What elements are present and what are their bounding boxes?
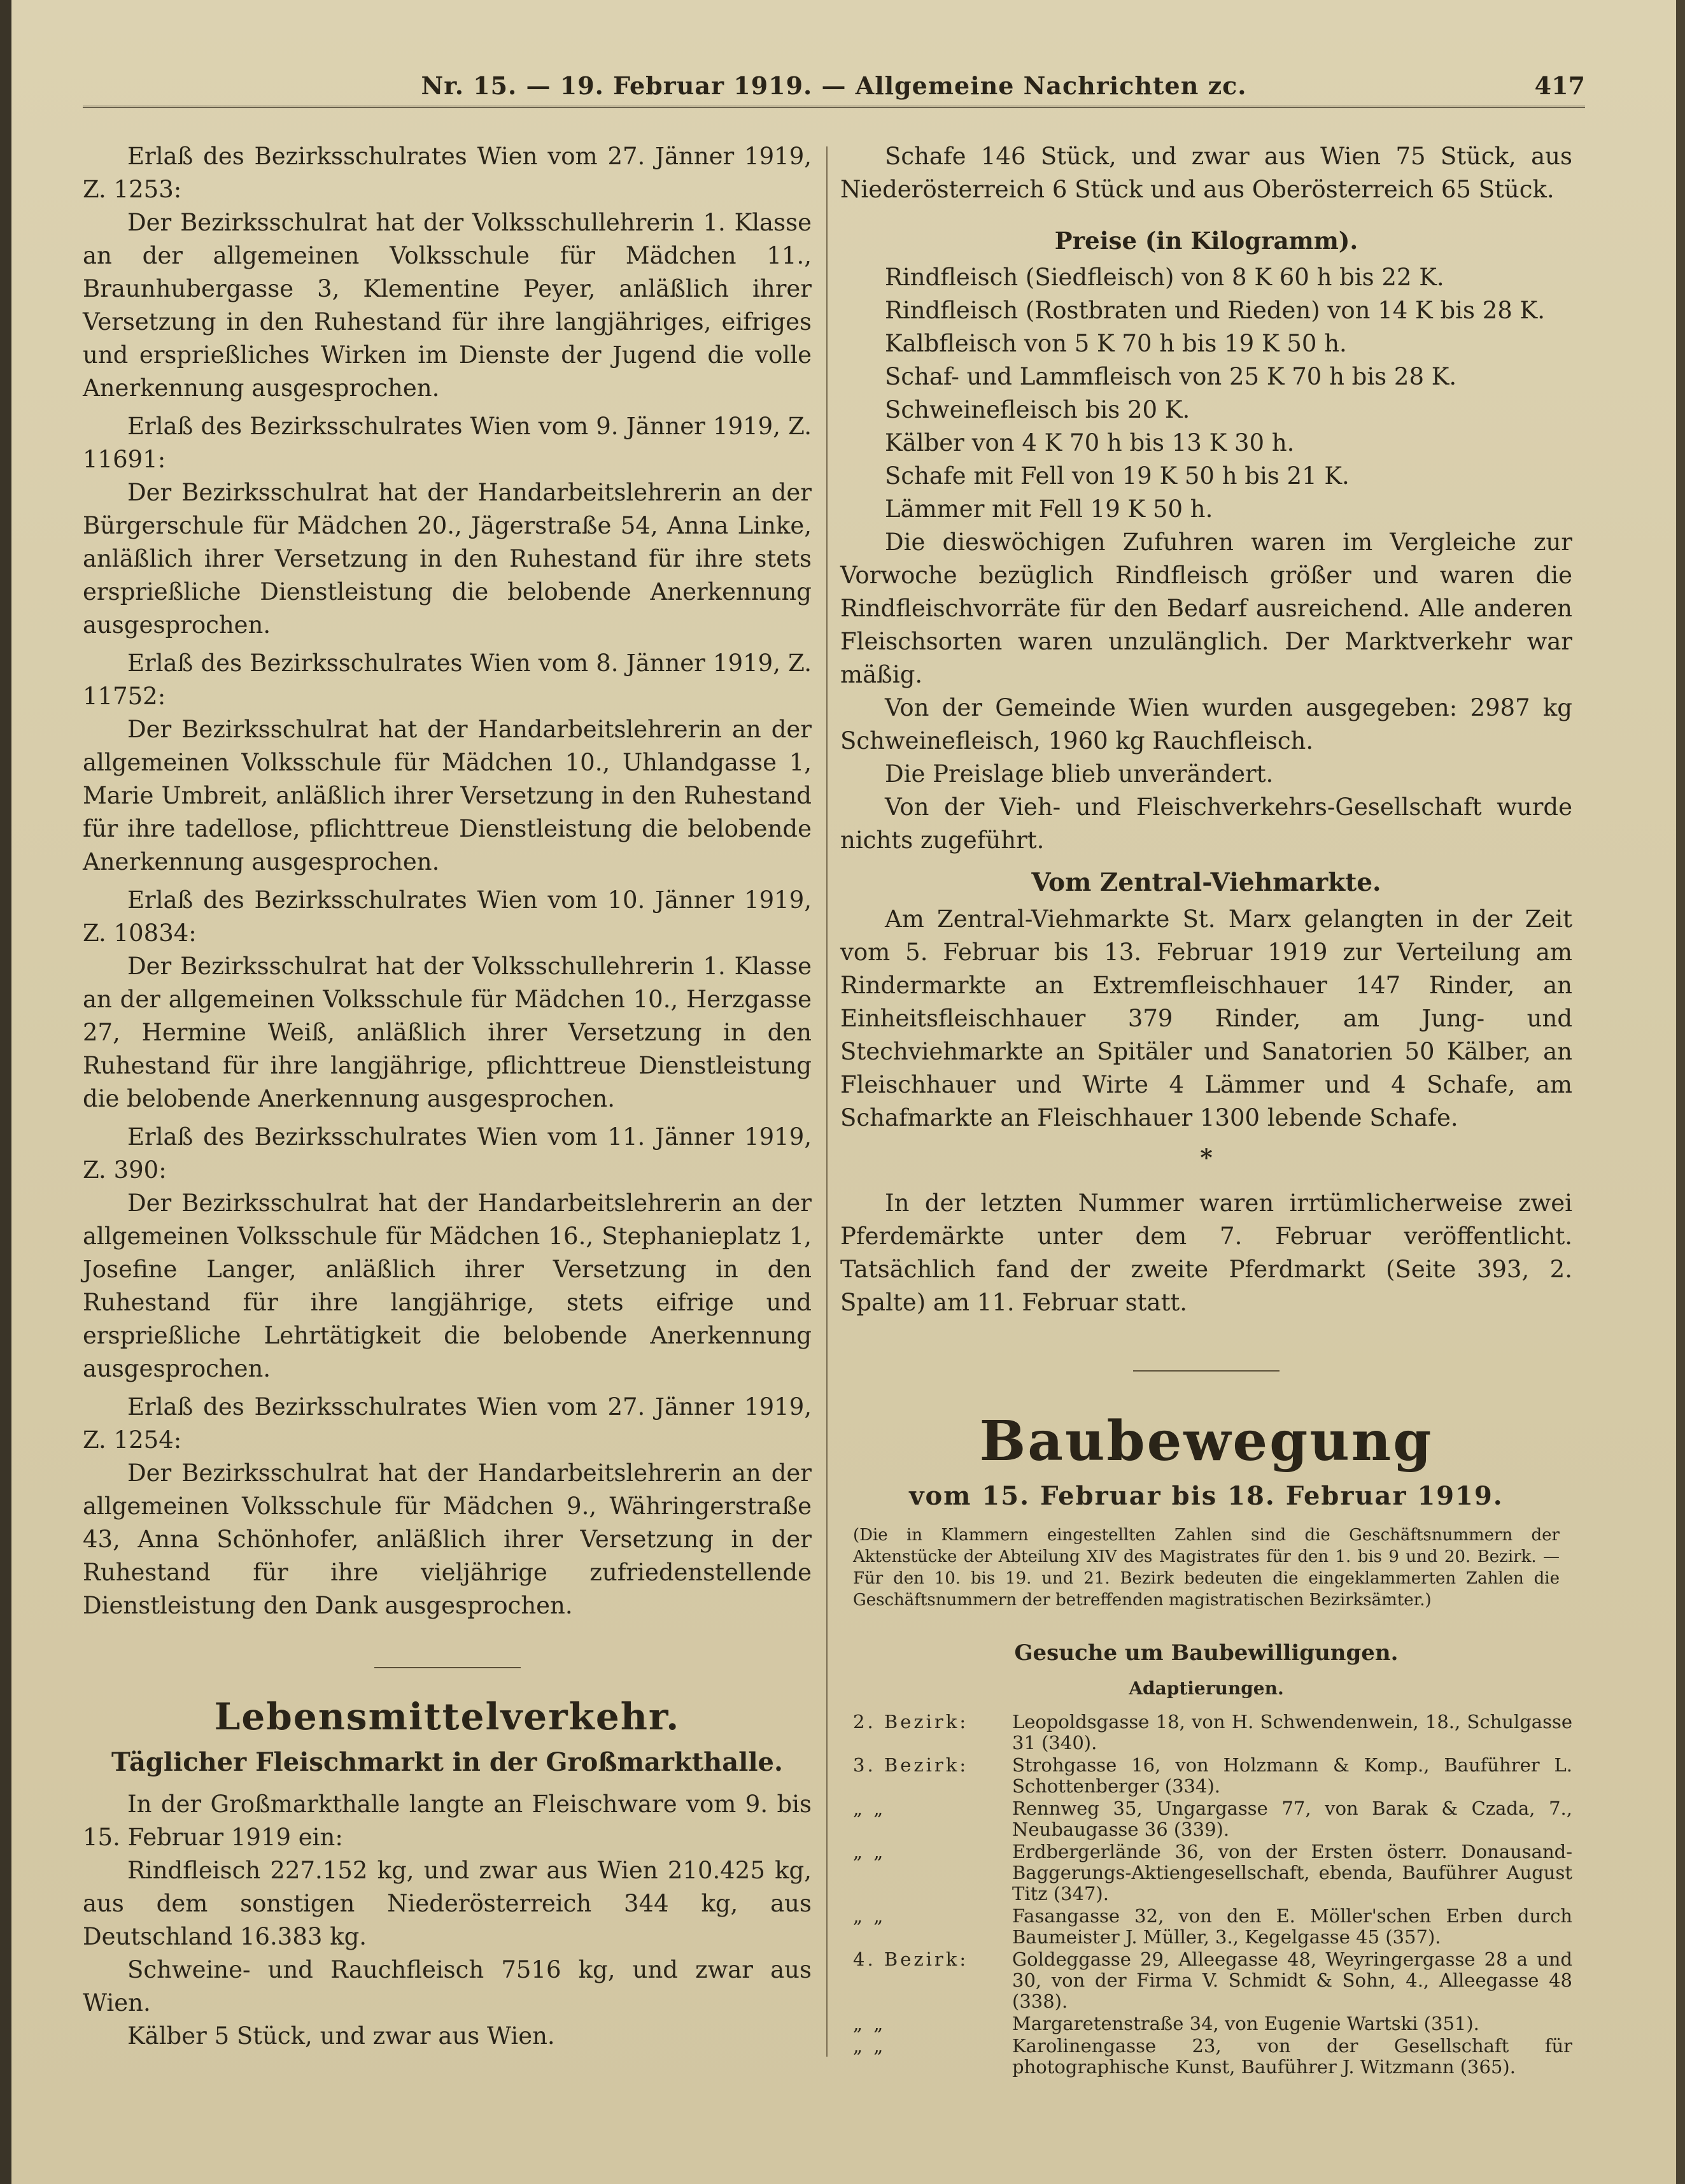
decree-text: Der Bezirksschulrat hat der Volksschullehrerin 1. Klasse an der allgemeinen Volksschule für Mädchen 11., Braunhubergasse 3, Klementine Peyer, anläßlich ihrer Versetzung in den Ruhestand für ihre langjähriges, eifriges und ersprießliches Wirken im Dienste der Jugend die volle Anerkennung ausgesprochen. (83, 209, 812, 402)
decree-text: Der Bezirksschulrat hat der Handarbeitslehrerin an der allgemeinen Volksschule für Mädchen 16., Stephanieplatz 1, Josefine Langer, anläßlich ihrer Versetzung in den Ruhestand für ihre langjährige, stets eifrige und ersprießliche Lehrtätigkeit die belobende Anerkennung ausgesprochen. (83, 1189, 812, 1382)
bezirk-label: „ „ (853, 1905, 886, 1927)
bezirk-label: „ „ (853, 1841, 886, 1862)
supply-paragraph: Von der Gemeinde Wien wurden ausgegeben: 2987 kg Schweinefleisch, 1960 kg Rauchfleisch. (840, 694, 1572, 755)
bau-subtitle: vom 15. Februar bis 18. Februar 1919. (909, 1481, 1504, 1511)
gesuche-heading: Gesuche um Baubewilligungen. (1014, 1640, 1399, 1666)
page-number: 417 (1534, 71, 1585, 100)
list-item (840, 1798, 1572, 1840)
header-rule (83, 106, 1585, 115)
decree-text: Der Bezirksschulrat hat der Handarbeitslehrerin an der allgemeinen Volksschule für Mädchen 10., Uhlandgasse 1, Marie Umbreit, anläßlich ihrer Versetzung in den Ruhestand für ihre tadellose, pflichttreue Dienstleistung die belobende Anerkennung ausgesprochen. (83, 716, 812, 876)
permit-list (840, 1712, 1572, 2078)
decree-heading: Erlaß des Bezirksschulrates Wien vom 27. Jänner 1919, Z. 1253: (83, 143, 812, 203)
list-item (840, 2036, 1572, 2078)
list-item (840, 1841, 1572, 1904)
section-divider (374, 1667, 521, 1668)
zentral-heading: Vom Zentral-Viehmarkte. (1031, 868, 1381, 897)
price-line: Schaf- und Lammfleisch von 25 K 70 h bis 28 K. (885, 363, 1457, 390)
entry-text: Karolinengasse 23, von der Gesellschaft für photographische Kunst, Bauführer J. Witzmann (365). (1012, 2035, 1572, 2078)
price-line: Schafe mit Fell von 19 K 50 h bis 21 K. (885, 462, 1350, 490)
supply-paragraph: Von der Vieh- und Fleischverkehrs-Gesellschaft wurde nichts zugeführt. (840, 793, 1572, 854)
section-divider (1133, 1370, 1280, 1372)
decree-text: Der Bezirksschulrat hat der Handarbeitslehrerin an der Bürgerschule für Mädchen 20., Jägerstraße 54, Anna Linke, anläßlich ihrer Versetzung in den Ruhestand für ihre stets ersprießliche Dienstleistung die belobende Anerkennung ausgesprochen. (83, 479, 812, 639)
bezirk-label: „ „ (853, 2035, 886, 2057)
sheep-line: Schafe 146 Stück, und zwar aus Wien 75 Stück, aus Niederösterreich 6 Stück und aus Oberösterreich 65 Stück. (840, 143, 1572, 203)
entry-text: Leopoldsgasse 18, von H. Schwendenwein, 18., Schulgasse 31 (340). (1012, 1711, 1572, 1754)
section-subtitle: Täglicher Fleischmarkt in der Großmarkthalle. (111, 1747, 783, 1777)
market-intro: In der Großmarkthalle langte an Fleischware vom 9. bis 15. Februar 1919 ein: (83, 1790, 812, 1851)
bezirk-label: 3. Bezirk: (853, 1754, 969, 1776)
prices-heading: Preise (in Kilogramm). (1054, 227, 1358, 255)
list-item (840, 2013, 1572, 2034)
bezirk-label: „ „ (853, 2013, 886, 2034)
bau-note: (Die in Klammern eingestellten Zahlen sind die Geschäftsnummern der Aktenstücke der Abteilung XIV des Magistrates für den 1. bis 9 und 20. Bezirk. — Für den 10. bis 19. und 21. Bezirk bedeuten die eingeklammerten Zahlen die Geschäftsnummern der betreffenden magistratischen Bezirksämter.) (853, 1526, 1560, 1610)
bezirk-label: 4. Bezirk: (853, 1948, 969, 1970)
bau-title: Baubewegung (979, 1409, 1434, 1473)
supply-paragraph: Die dieswöchigen Zufuhren waren im Vergleiche zur Vorwoche bezüglich Rindfleisch größer und waren die Rindfleischvorräte für den Bedarf ausreichend. Alle anderen Fleischsorten waren unzulänglich. Der Marktverkehr war mäßig. (840, 528, 1572, 688)
list-item (840, 1949, 1572, 2012)
list-item (840, 1712, 1572, 1754)
decree-text: Der Bezirksschulrat hat der Volksschullehrerin 1. Klasse an der allgemeinen Volksschule für Mädchen 10., Herzgasse 27, Hermine Weiß, anläßlich ihrer Versetzung in den Ruhestand für ihre langjährige, pflichttreue Dienstleistung die belobende Anerkennung ausgesprochen. (83, 953, 812, 1112)
left-column (83, 140, 812, 2053)
price-line: Kälber von 4 K 70 h bis 13 K 30 h. (885, 429, 1295, 457)
market-line: Rindfleisch 227.152 kg, und zwar aus Wien 210.425 kg, aus dem sonstigen Niederösterreich 344 kg, aus Deutschland 16.383 kg. (83, 1857, 812, 1950)
price-line: Kalbfleisch von 5 K 70 h bis 19 K 50 h. (885, 330, 1347, 357)
header-title: Nr. 15. — 19. Februar 1919. — Allgemeine Nachrichten zc. (421, 71, 1247, 100)
entry-text: Goldeggasse 29, Alleegasse 48, Weyringergasse 28 a und 30, von der Firma V. Schmidt & Sohn, 4., Alleegasse 48 (338). (1012, 1948, 1572, 2012)
decree-heading: Erlaß des Bezirksschulrates Wien vom 9. Jänner 1919, Z. 11691: (83, 413, 812, 473)
bezirk-label: 2. Bezirk: (853, 1711, 969, 1733)
entry-text: Fasangasse 32, von den E. Möller'schen Erben durch Baumeister J. Müller, 3., Kegelgasse 45 (357). (1012, 1905, 1572, 1948)
decree-heading: Erlaß des Bezirksschulrates Wien vom 10. Jänner 1919, Z. 10834: (83, 886, 812, 947)
section-title: Lebensmittelverkehr. (214, 1695, 680, 1738)
column-divider (826, 146, 828, 2057)
market-line: Kälber 5 Stück, und zwar aus Wien. (127, 2022, 555, 2050)
scan-edge-right (1676, 0, 1685, 2184)
decree-text: Der Bezirksschulrat hat der Handarbeitslehrerin an der allgemeinen Volksschule für Mädchen 9., Währingerstraße 43, Anna Schönhofer, anläßlich ihrer Versetzung in der Ruhestand für ihre vieljährige zufriedenstellende Dienstleistung den Dank ausgesprochen. (83, 1459, 812, 1619)
entry-text: Margaretenstraße 34, von Eugenie Wartski (351). (1012, 2013, 1479, 2034)
decree-heading: Erlaß des Bezirksschulrates Wien vom 8. Jänner 1919, Z. 11752: (83, 649, 812, 710)
decree-heading: Erlaß des Bezirksschulrates Wien vom 11. Jänner 1919, Z. 390: (83, 1123, 812, 1184)
list-item (840, 1906, 1572, 1948)
list-item (840, 1755, 1572, 1797)
supply-paragraph: Die Preislage blieb unverändert. (885, 760, 1274, 788)
entry-text: Strohgasse 16, von Holzmann & Komp., Bauführer L. Schottenberger (334). (1012, 1754, 1572, 1797)
zentral-text: Am Zentral-Viehmarkte St. Marx gelangten in der Zeit vom 5. Februar bis 13. Februar 1919 zur Verteilung am Rindermarkte an Extremfleischhauer 147 Rinder, an Einheitsfleischhauer 379 Rinder, am Jung- und Stechviehmarkte an Spitäler und Sanatorien 50 Kälber, an Fleischhauer und Wirte 4 Lämmer und 4 Schafe, am Schafmarkte an Fleischhauer 1300 lebende Schafe. (840, 905, 1572, 1131)
bezirk-label: „ „ (853, 1798, 886, 1819)
price-line: Lämmer mit Fell 19 K 50 h. (885, 495, 1213, 523)
correction-notice: In der letzten Nummer waren irrtümlicherweise zwei Pferdemärkte unter dem 7. Februar veröffentlicht. Tatsächlich fand der zweite Pferdmarkt (Seite 393, 2. Spalte) am 11. Februar statt. (840, 1189, 1572, 1316)
decree-heading: Erlaß des Bezirksschulrates Wien vom 27. Jänner 1919, Z. 1254: (83, 1393, 812, 1454)
entry-text: Erdbergerlände 36, von der Ersten österr. Donausand-Baggerungs-Aktiengesellschaft, ebenda, Bauführer August Titz (347). (1012, 1841, 1572, 1904)
market-line: Schweine- und Rauchfleisch 7516 kg, und zwar aus Wien. (83, 1956, 812, 2017)
entry-text: Rennweg 35, Ungargasse 77, von Barak & Czada, 7., Neubaugasse 36 (339). (1012, 1798, 1572, 1840)
adaptierungen-heading: Adaptierungen. (1129, 1678, 1284, 1699)
scan-edge-left (0, 0, 11, 2184)
price-line: Schweinefleisch bis 20 K. (885, 396, 1190, 423)
price-line: Rindfleisch (Rostbraten und Rieden) von 14 K bis 28 K. (885, 297, 1545, 324)
page-header (83, 64, 1585, 108)
asterisk-divider: * (1200, 1144, 1213, 1172)
price-line: Rindfleisch (Siedfleisch) von 8 K 60 h bis 22 K. (885, 264, 1444, 291)
right-column (840, 140, 1572, 2079)
